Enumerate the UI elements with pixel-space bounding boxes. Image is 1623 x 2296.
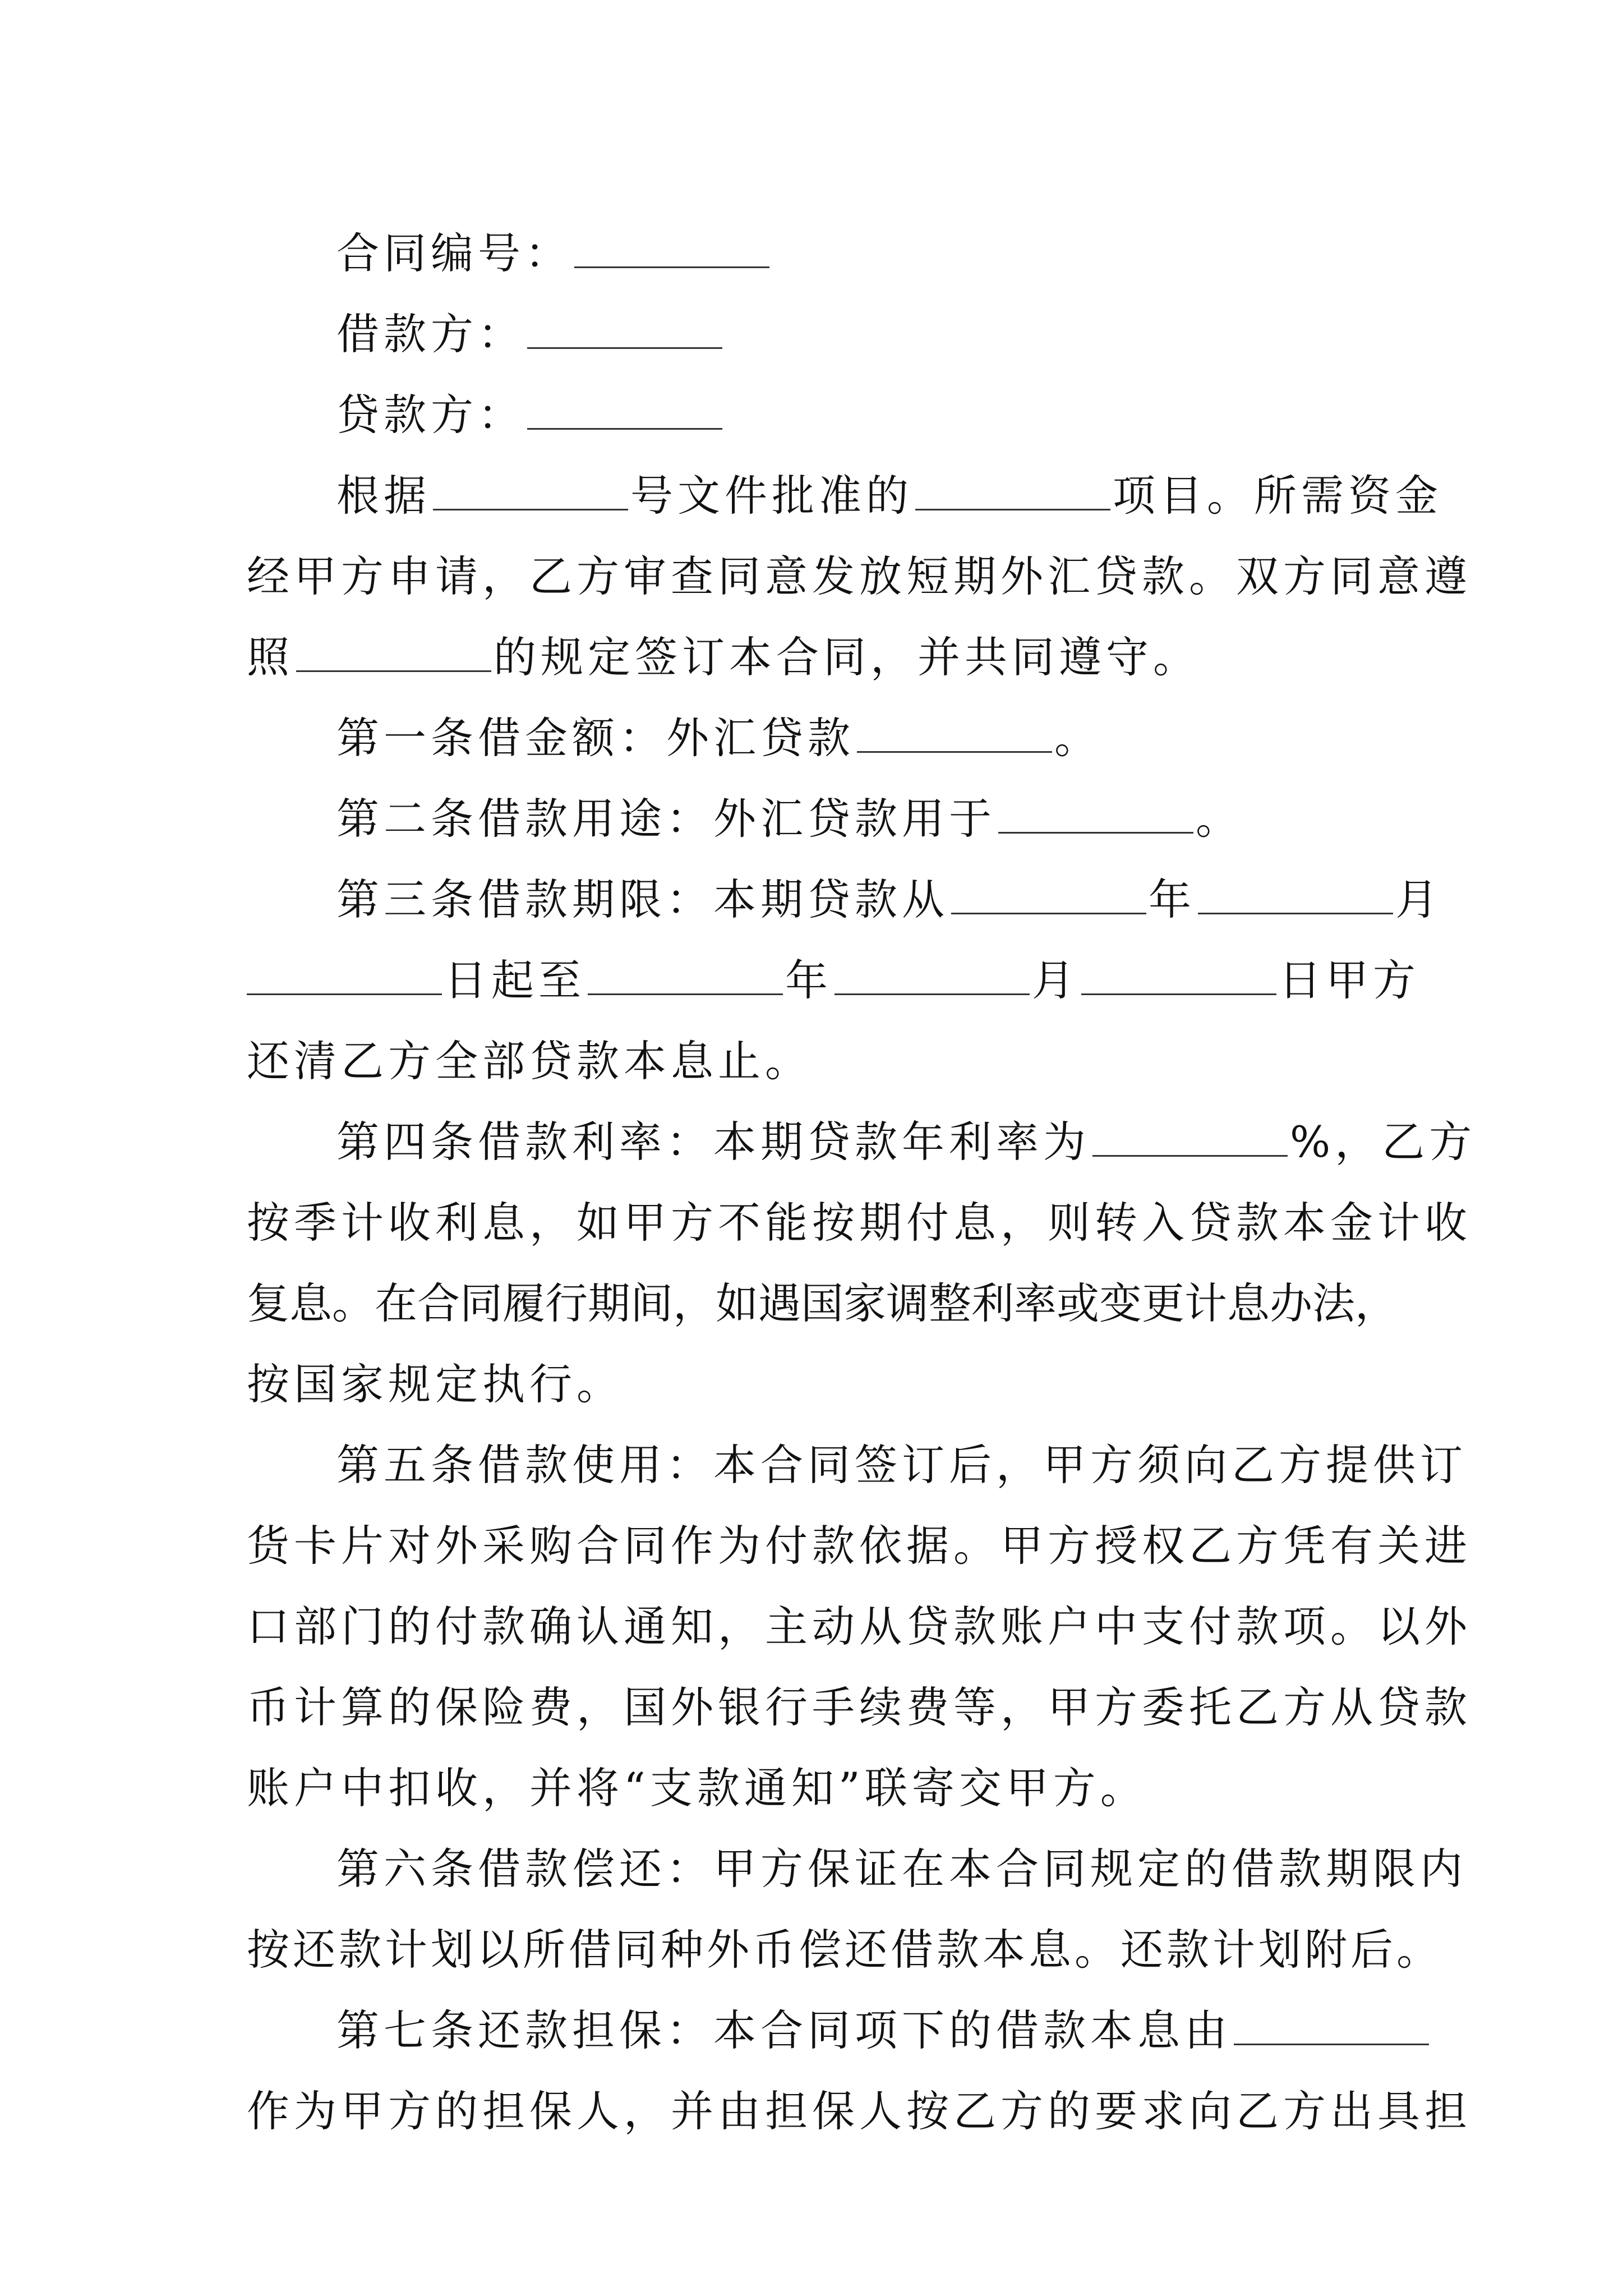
contract-document (247, 213, 1477, 2152)
article-1-end: 。 (1054, 713, 1101, 763)
article-5-line-1 (247, 1425, 1467, 1506)
preamble-line-2 (247, 536, 1472, 617)
start-day-blank (247, 954, 442, 995)
article-3-text: 第三条借款期限：本期贷款从 (336, 875, 949, 924)
article-1-line (247, 698, 1387, 779)
article-4-line-4 (247, 1344, 1387, 1425)
article-5-text: 账户中扣收，并将“支款通知”联寄交甲方。 (247, 1763, 1147, 1813)
borrower-label: 借款方： (336, 309, 525, 359)
article-5-text: 币计算的保险费，国外银行手续费等，甲方委托乙方从贷款 (247, 1682, 1472, 1732)
borrower-blank (527, 308, 722, 349)
preamble-text: 项目。所需资金 (1113, 471, 1442, 521)
preamble-text: 号文件批准的 (630, 471, 913, 521)
article-6-line-2 (247, 1910, 1442, 1990)
loan-purpose-blank (998, 793, 1193, 834)
article-2-line (247, 779, 1387, 859)
article-4-text: 按季计收利息，如甲方不能按期付息，则转入贷款本金计收 (247, 1198, 1472, 1248)
article-3-line-3 (247, 1021, 1387, 1102)
borrower-line (247, 294, 1387, 375)
article-5-line-3 (247, 1586, 1472, 1667)
article-5-text: 第五条借款使用：本合同签订后，甲方须向乙方提供订 (336, 1440, 1467, 1490)
article-4-line-2 (247, 1182, 1472, 1263)
month-label: 月 (1395, 875, 1442, 924)
article-5-text: 口部门的付款确认通知，主动从贷款账户中支付款项。以外 (247, 1602, 1472, 1651)
article-7-text: 第七条还款担保：本合同项下的借款本息由 (336, 2005, 1232, 2055)
end-month-blank (834, 954, 1030, 995)
article-2-end: 。 (1196, 794, 1243, 844)
article-5-line-4 (247, 1667, 1472, 1748)
article-7-text: 作为甲方的担保人，并由担保人按乙方的要求向乙方出具担 (247, 2086, 1472, 2136)
contract-number-line (247, 213, 1387, 294)
article-5-text: 货卡片对外采购合同作为付款依据。甲方授权乙方凭有关进 (247, 1521, 1472, 1571)
article-2-text: 第二条借款用途：外汇贷款用于 (336, 794, 996, 844)
article-4-line-3 (247, 1263, 1398, 1344)
end-year-blank (588, 954, 783, 995)
regulation-blank (296, 631, 491, 672)
end-day-blank (1081, 954, 1276, 995)
article-4-text: 按国家规定执行。 (247, 1359, 624, 1409)
preamble-line-1 (247, 455, 1442, 536)
article-4-line-1 (247, 1102, 1477, 1182)
article-6-line-1 (247, 1829, 1467, 1910)
document-number-blank (433, 470, 628, 510)
preamble-text: 根据 (336, 471, 431, 521)
contract-number-blank (574, 227, 769, 268)
year-label: 年 (1149, 875, 1196, 924)
month-label: 月 (1032, 955, 1079, 1005)
preamble-text: 的规定签订本合同，并共同遵守。 (494, 632, 1200, 682)
start-year-blank (951, 873, 1146, 914)
article-5-line-5 (247, 1748, 1387, 1829)
article-3-line-1 (247, 859, 1442, 940)
lender-blank (527, 389, 722, 430)
preamble-text: 经甲方申请，乙方审查同意发放短期外汇贷款。双方同意遵 (247, 551, 1472, 601)
article-7-line-2 (247, 2071, 1472, 2152)
lender-line (247, 375, 1387, 455)
article-4-text: 第四条借款利率：本期贷款年利率为 (336, 1117, 1090, 1167)
year-label: 年 (785, 955, 832, 1005)
article-3-text: 还清乙方全部贷款本息止。 (247, 1036, 812, 1086)
article-3-text: 日甲方 (1279, 955, 1420, 1005)
preamble-text: 照 (247, 632, 294, 682)
interest-rate-blank (1092, 1116, 1288, 1157)
article-1-text: 第一条借金额：外汇贷款 (336, 713, 855, 763)
loan-amount-blank (857, 712, 1052, 753)
start-month-blank (1198, 873, 1393, 914)
lender-label: 贷款方： (336, 390, 525, 440)
article-6-text: 第六条借款偿还：甲方保证在本合同规定的借款期限内 (336, 1844, 1467, 1894)
guarantor-blank (1234, 2004, 1429, 2045)
article-7-line-1 (247, 1990, 1387, 2071)
article-4-text: %，乙方 (1290, 1117, 1477, 1167)
contract-number-label: 合同编号： (336, 228, 572, 278)
article-3-text: 日起至 (444, 955, 585, 1005)
project-blank (915, 470, 1110, 510)
article-5-line-2 (247, 1506, 1472, 1586)
article-3-line-2 (247, 940, 1420, 1021)
preamble-line-3 (247, 617, 1387, 698)
article-4-text: 复息。在合同履行期间，如遇国家调整利率或变更计息办法， (247, 1278, 1398, 1328)
article-6-text: 按还款计划以所借同种外币偿还借款本息。还款计划附后。 (247, 1925, 1442, 1975)
